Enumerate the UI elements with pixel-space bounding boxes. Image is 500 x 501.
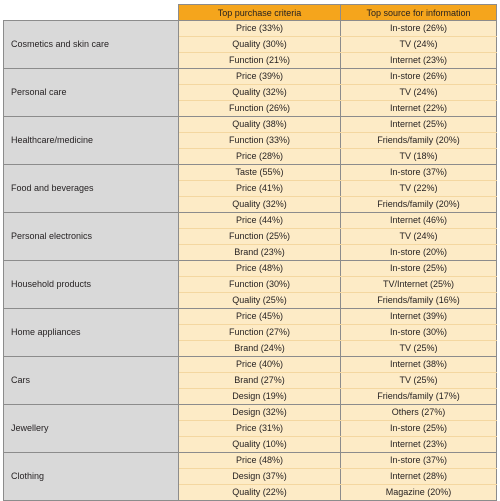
source-cell: TV (22%) [341, 181, 497, 197]
table-row [4, 453, 497, 469]
criteria-cell: Quality (10%) [179, 437, 341, 453]
category-cell: Home appliances [4, 309, 179, 357]
source-cell: In-store (26%) [341, 21, 497, 37]
source-cell: Friends/family (20%) [341, 133, 497, 149]
criteria-cell: Quality (22%) [179, 485, 341, 501]
criteria-cell: Price (48%) [179, 453, 341, 469]
source-cell: In-store (25%) [341, 261, 497, 277]
criteria-cell: Function (27%) [179, 325, 341, 341]
criteria-cell: Taste (55%) [179, 165, 341, 181]
criteria-cell: Price (45%) [179, 309, 341, 325]
source-cell: Internet (23%) [341, 53, 497, 69]
source-cell: TV (24%) [341, 37, 497, 53]
header-category [4, 5, 179, 21]
source-cell: Internet (28%) [341, 469, 497, 485]
criteria-cell: Brand (27%) [179, 373, 341, 389]
category-cell: Healthcare/medicine [4, 117, 179, 165]
table-row [4, 213, 497, 229]
purchase-criteria-table [3, 4, 497, 501]
source-cell: In-store (25%) [341, 421, 497, 437]
criteria-cell: Quality (25%) [179, 293, 341, 309]
source-cell: TV/Internet (25%) [341, 277, 497, 293]
source-cell: Magazine (20%) [341, 485, 497, 501]
criteria-cell: Function (21%) [179, 53, 341, 69]
source-cell: Friends/family (20%) [341, 197, 497, 213]
table-row [4, 117, 497, 133]
criteria-cell: Design (32%) [179, 405, 341, 421]
source-cell: TV (18%) [341, 149, 497, 165]
category-cell: Food and beverages [4, 165, 179, 213]
source-cell: Friends/family (17%) [341, 389, 497, 405]
source-cell: Internet (46%) [341, 213, 497, 229]
criteria-cell: Quality (38%) [179, 117, 341, 133]
criteria-cell: Price (48%) [179, 261, 341, 277]
category-cell: Cars [4, 357, 179, 405]
criteria-cell: Function (26%) [179, 101, 341, 117]
criteria-cell: Price (40%) [179, 357, 341, 373]
source-cell: In-store (37%) [341, 165, 497, 181]
source-cell: Internet (39%) [341, 309, 497, 325]
table-body [4, 21, 497, 501]
table-row [4, 69, 497, 85]
header-information-source: Top source for information [341, 5, 497, 21]
source-cell: In-store (26%) [341, 69, 497, 85]
source-cell: Internet (22%) [341, 101, 497, 117]
table-row [4, 21, 497, 37]
category-cell: Household products [4, 261, 179, 309]
criteria-cell: Quality (32%) [179, 197, 341, 213]
source-cell: Internet (25%) [341, 117, 497, 133]
source-cell: Internet (38%) [341, 357, 497, 373]
category-cell: Clothing [4, 453, 179, 501]
category-cell: Personal electronics [4, 213, 179, 261]
criteria-cell: Price (39%) [179, 69, 341, 85]
category-cell: Jewellery [4, 405, 179, 453]
source-cell: In-store (30%) [341, 325, 497, 341]
criteria-cell: Price (28%) [179, 149, 341, 165]
criteria-cell: Design (19%) [179, 389, 341, 405]
source-cell: TV (25%) [341, 373, 497, 389]
category-cell: Personal care [4, 69, 179, 117]
criteria-cell: Quality (32%) [179, 85, 341, 101]
criteria-cell: Design (37%) [179, 469, 341, 485]
criteria-cell: Price (31%) [179, 421, 341, 437]
criteria-cell: Price (44%) [179, 213, 341, 229]
criteria-cell: Quality (30%) [179, 37, 341, 53]
source-cell: TV (25%) [341, 341, 497, 357]
header-row [4, 5, 497, 21]
source-cell: Internet (23%) [341, 437, 497, 453]
table-row [4, 261, 497, 277]
source-cell: Friends/family (16%) [341, 293, 497, 309]
table-row [4, 309, 497, 325]
criteria-cell: Function (33%) [179, 133, 341, 149]
category-cell: Cosmetics and skin care [4, 21, 179, 69]
criteria-cell: Function (25%) [179, 229, 341, 245]
source-cell: TV (24%) [341, 85, 497, 101]
source-cell: TV (24%) [341, 229, 497, 245]
table-row [4, 165, 497, 181]
header-purchase-criteria: Top purchase criteria [179, 5, 341, 21]
criteria-cell: Price (33%) [179, 21, 341, 37]
table-row [4, 357, 497, 373]
criteria-cell: Brand (24%) [179, 341, 341, 357]
criteria-cell: Function (30%) [179, 277, 341, 293]
criteria-cell: Price (41%) [179, 181, 341, 197]
source-cell: In-store (20%) [341, 245, 497, 261]
source-cell: In-store (37%) [341, 453, 497, 469]
source-cell: Others (27%) [341, 405, 497, 421]
criteria-cell: Brand (23%) [179, 245, 341, 261]
table-row [4, 405, 497, 421]
